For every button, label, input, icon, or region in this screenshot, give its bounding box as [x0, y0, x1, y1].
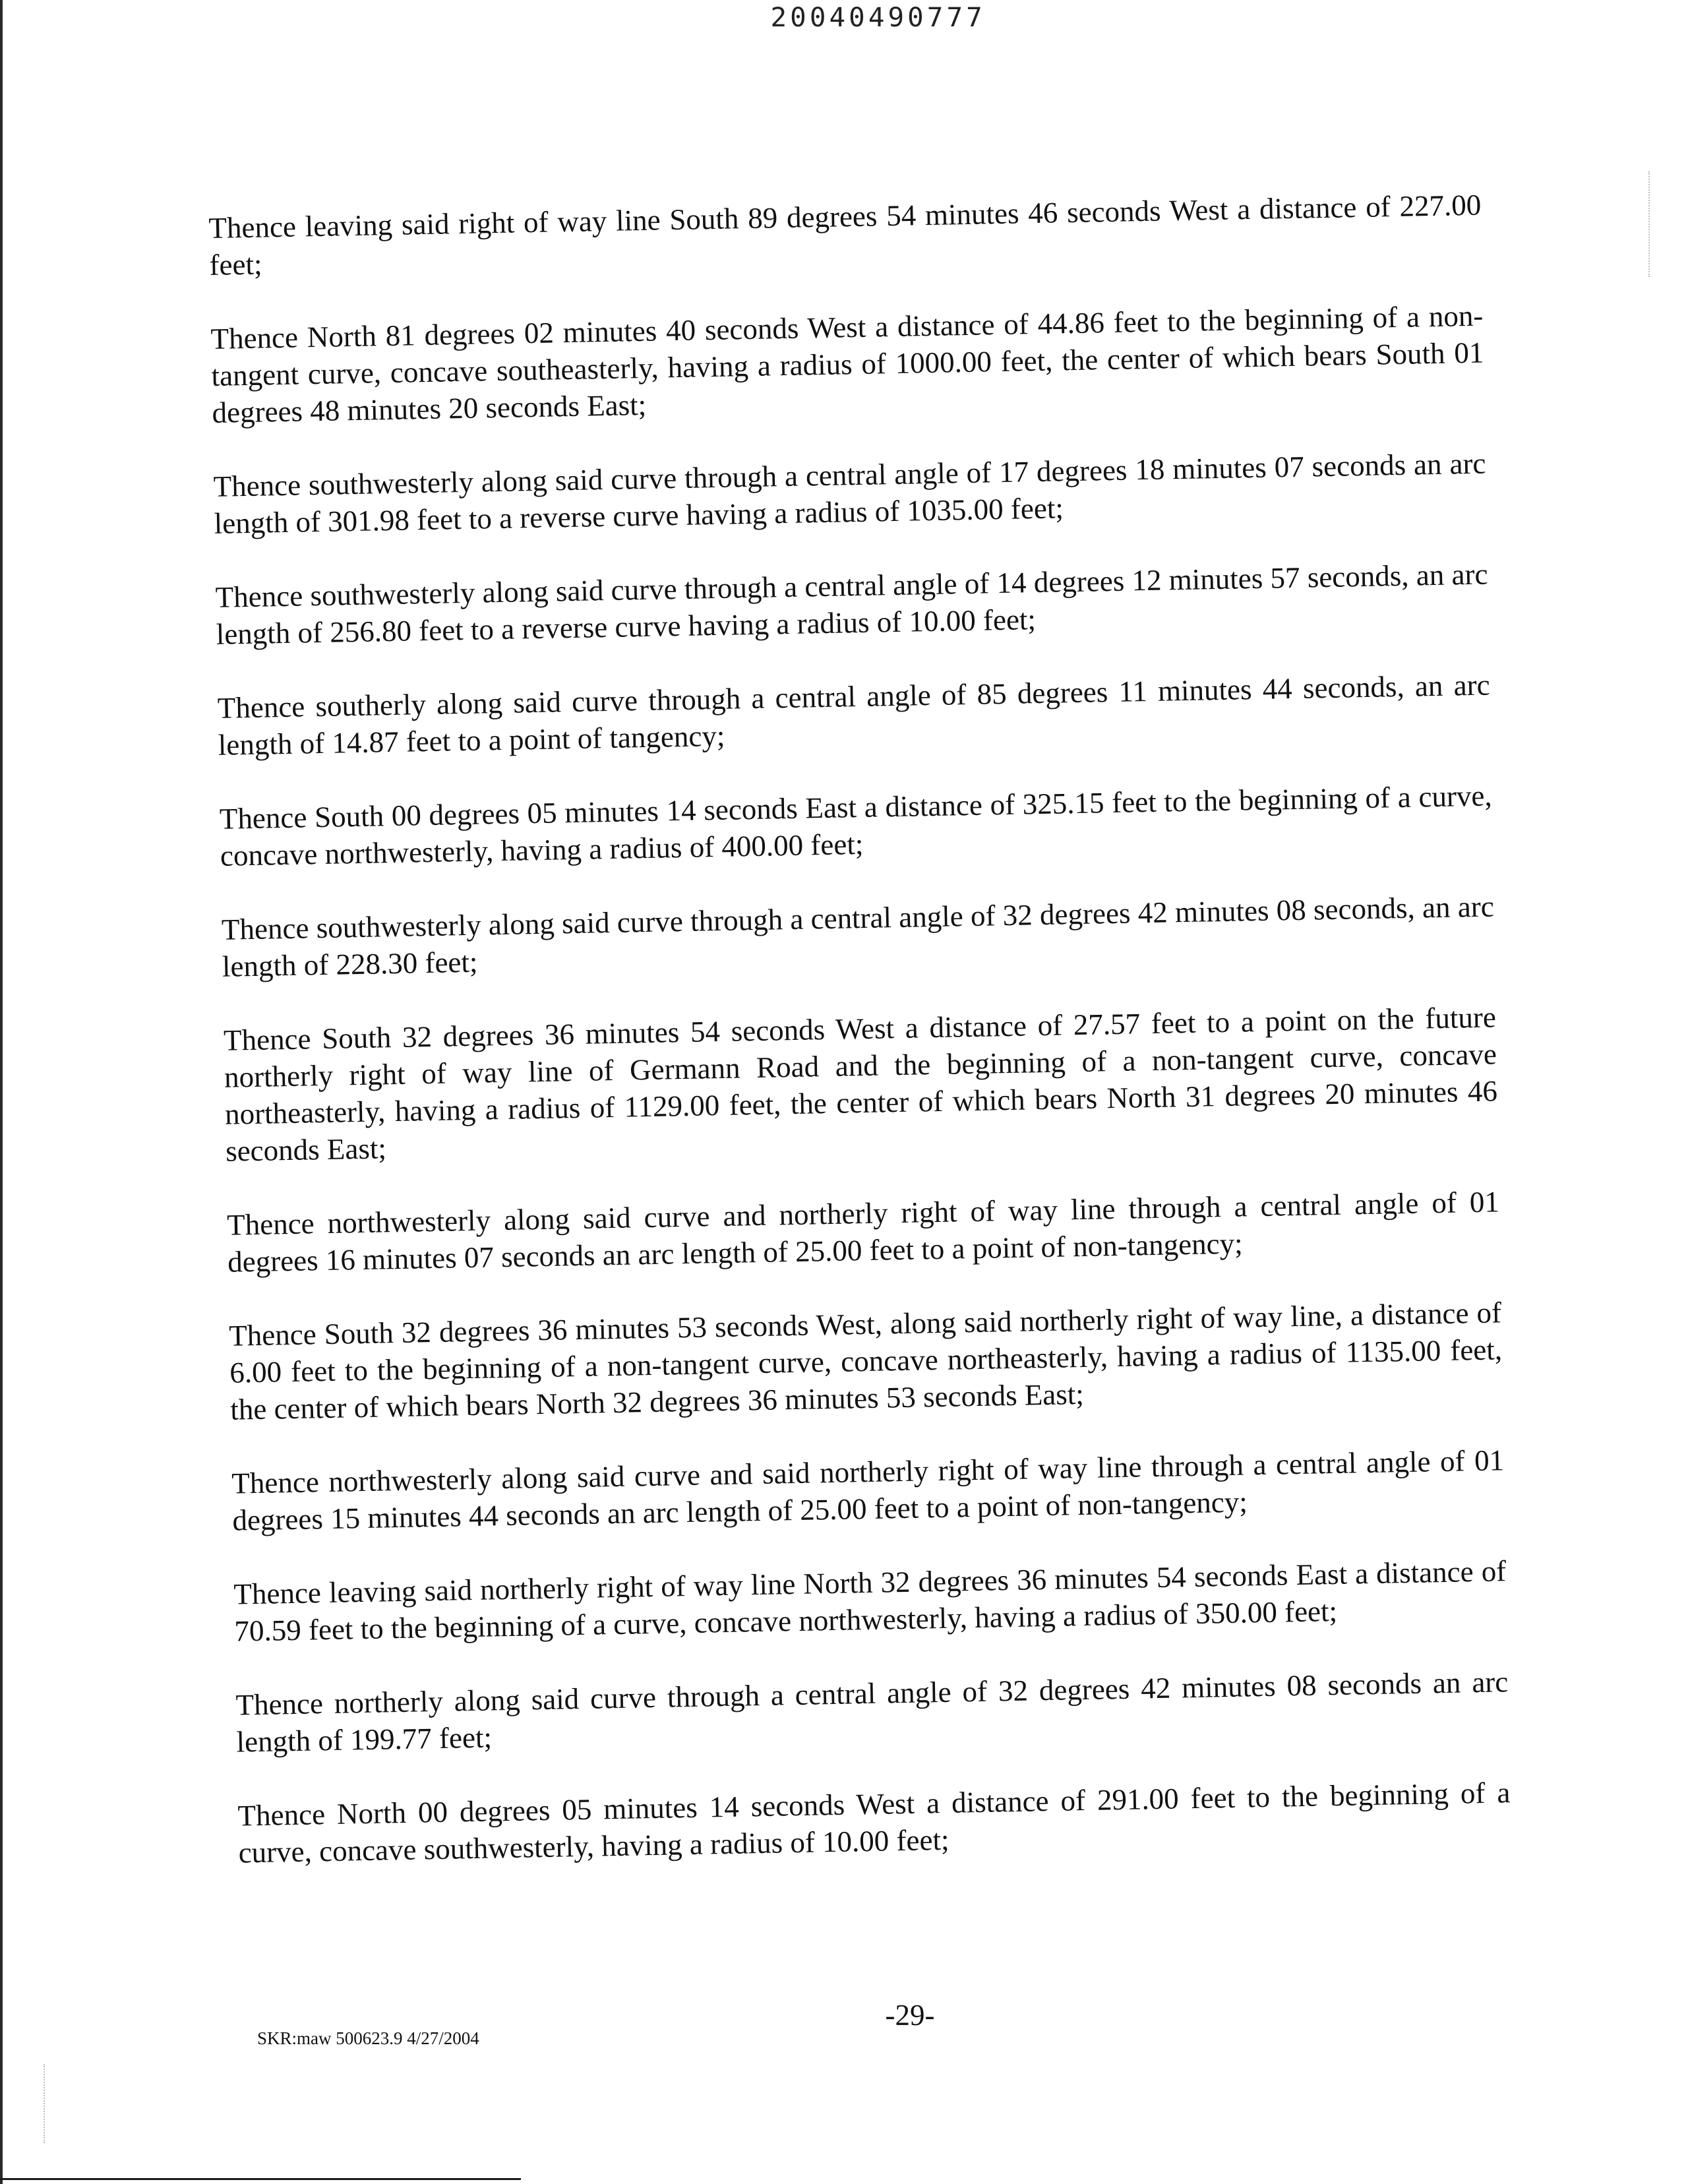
footer-reference: SKR:maw 500623.9 4/27/2004 [257, 2028, 479, 2048]
paragraph: Thence North 81 degrees 02 minutes 40 seconds West a distance of 44.86 feet to the beginning of a non-tangent curve, concave southeasterly, having a radius of 1000.00 feet, the center of which bears South 01 degrees 48 minutes 20 seconds East; [210, 299, 1484, 429]
legal-description-body [208, 187, 1511, 1871]
paragraph: Thence northwesterly along said curve and northerly right of way line through a central angle of 01 degrees 16 minutes 07 seconds an arc length of 25.00 feet to a point of non-tangency; [226, 1185, 1500, 1279]
paragraph: Thence southwesterly along said curve through a central angle of 32 degrees 42 minutes 08 seconds, an arc length of 228.30 feet; [221, 890, 1495, 983]
paragraph: Thence northerly along said curve through a central angle of 32 degrees 42 minutes 08 seconds an arc length of 199.77 feet; [235, 1665, 1509, 1759]
page-number: -29- [885, 1999, 935, 2032]
paragraph: Thence southwesterly along said curve through a central angle of 14 degrees 12 minutes 57 seconds, an arc length of 256.80 feet to a reverse curve having a radius of 10.00 feet; [215, 557, 1488, 651]
scan-artifact [1648, 171, 1651, 277]
paragraph: Thence southerly along said curve through a central angle of 85 degrees 11 minutes 44 seconds, an arc length of 14.87 feet to a point of tangency; [217, 668, 1490, 762]
scan-artifact [44, 2064, 46, 2143]
paragraph: Thence South 32 degrees 36 minutes 54 seconds West a distance of 27.57 feet to a point on the future northerly right of way line of Germann Road and the beginning of a non-tangent curve, concave northeasterly, having a radius of 1129.00 feet, the center of which bears North 31 degrees 20 minutes 46 seconds East; [223, 1000, 1498, 1168]
scan-edge-bottom [0, 2178, 521, 2180]
document-number: 20040490777 [770, 3, 986, 33]
paragraph: Thence leaving said right of way line South 89 degrees 54 minutes 46 seconds West a distance of 227.00 feet; [208, 188, 1482, 282]
scan-edge-left [0, 0, 3, 2184]
paragraph: Thence South 00 degrees 05 minutes 14 seconds East a distance of 325.15 feet to the beginning of a curve, concave northwesterly, having a radius of 400.00 feet; [219, 779, 1493, 872]
paragraph: Thence southwesterly along said curve through a central angle of 17 degrees 18 minutes 07 seconds an arc length of 301.98 feet to a reverse curve having a radius of 1035.00 feet; [213, 446, 1486, 540]
paragraph: Thence northwesterly along said curve and said northerly right of way line through a central angle of 01 degrees 15 minutes 44 seconds an arc length of 25.00 feet to a point of non-tangency; [231, 1443, 1505, 1537]
paragraph: Thence leaving said northerly right of way line North 32 degrees 36 minutes 54 seconds East a distance of 70.59 feet to the beginning of a curve, concave northwesterly, having a radius of 350.00 feet; [233, 1554, 1507, 1648]
paragraph: Thence North 00 degrees 05 minutes 14 seconds West a distance of 291.00 feet to the beginning of a curve, concave southwesterly, having a radius of 10.00 feet; [237, 1776, 1511, 1869]
paragraph: Thence South 32 degrees 36 minutes 53 seconds West, along said northerly right of way line, a distance of 6.00 feet to the beginning of a non-tangent curve, concave northeasterly, having a radius of 1135.00 feet, the center of which bears North 32 degrees 36 minutes 53 seconds East; [228, 1296, 1503, 1426]
